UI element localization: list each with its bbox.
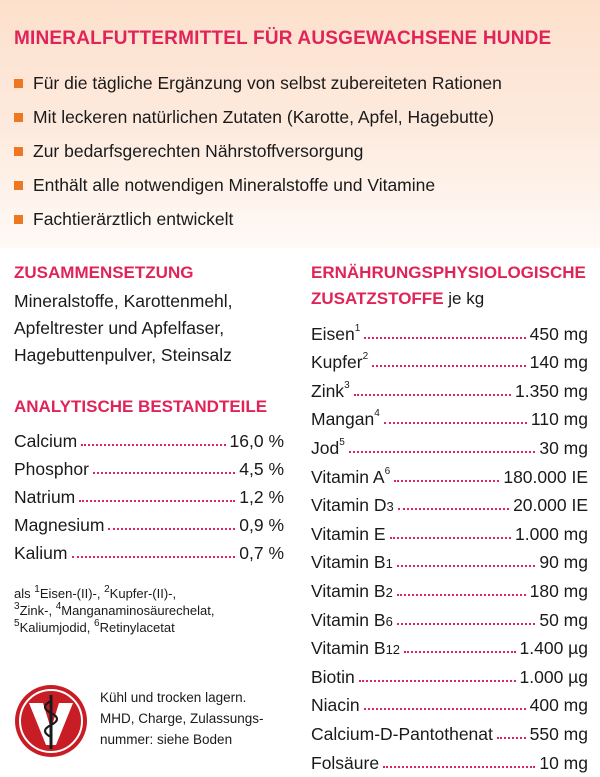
dot-leader <box>398 508 509 510</box>
row-value: 180.000 IE <box>503 466 588 487</box>
bullet-square-icon <box>14 79 23 88</box>
footnotes: als $^1$Eisen-(II)-, $^2$Kupfer-(II)-, $^3$Zink-, $^4$Manganaminosäurechelat, $^5$Kaliumjodid, $^6$Retinylacetat <box>14 584 215 635</box>
footnote-ref: 4 <box>374 408 380 420</box>
row-label: Magnesium <box>14 515 105 535</box>
row-label: Calcium-D-Pantothenat <box>311 723 493 744</box>
vitamin-index: 1 <box>385 556 393 572</box>
per-kg-label: je kg <box>448 289 485 308</box>
additives-table <box>311 316 588 774</box>
bullet-square-icon <box>14 147 23 156</box>
row-value: 450 mg <box>529 323 588 344</box>
table-row <box>311 430 588 459</box>
dot-leader <box>72 556 236 558</box>
table-row <box>311 459 588 488</box>
vitamin-index: 6 <box>385 613 393 629</box>
bullet-square-icon <box>14 181 23 190</box>
table-row <box>14 424 284 452</box>
table-row <box>311 631 588 660</box>
table-row <box>311 402 588 431</box>
bullet-square-icon <box>14 215 23 224</box>
table-row <box>311 716 588 745</box>
dot-leader <box>364 337 525 339</box>
row-label: Vitamin E <box>311 523 386 544</box>
row-value: 30 mg <box>539 437 588 458</box>
dot-leader <box>384 422 527 424</box>
row-value: 1,2 % <box>239 487 284 507</box>
table-row <box>311 602 588 631</box>
table-row <box>311 745 588 774</box>
row-label: Jod <box>311 437 340 458</box>
row-label: Mangan <box>311 409 375 430</box>
dot-leader <box>81 444 225 446</box>
dot-leader <box>364 708 526 710</box>
row-value: 16,0 % <box>229 431 284 451</box>
footnote-ref: 3 <box>344 379 350 391</box>
row-label: Vitamin B <box>311 552 386 573</box>
additives-title-line2: ZUSATZSTOFFE <box>311 289 444 308</box>
analytical-table <box>14 424 284 564</box>
additives-section <box>311 262 588 774</box>
dot-leader <box>397 565 536 567</box>
row-value: 550 mg <box>529 723 588 744</box>
table-row <box>311 545 588 574</box>
dot-leader <box>397 594 526 596</box>
table-row <box>14 480 284 508</box>
feature-item: Mit leckeren natürlichen Zutaten (Karotte, Apfel, Hagebutte) <box>14 106 502 140</box>
dot-leader <box>394 480 499 482</box>
table-row <box>311 688 588 717</box>
analytical-title: ANALYTISCHE BESTANDTEILE <box>14 397 268 416</box>
row-value: 50 mg <box>539 609 588 630</box>
table-row <box>311 573 588 602</box>
row-value: 1.350 mg <box>515 380 588 401</box>
table-row <box>14 536 284 564</box>
dot-leader <box>383 766 535 768</box>
row-label: Vitamin B <box>311 638 386 659</box>
composition-title: ZUSAMMENSETZUNG <box>14 263 194 282</box>
dot-leader <box>404 651 515 653</box>
feature-item: Zur bedarfsgerechten Nährstoffversorgung <box>14 140 502 174</box>
footnote-ref: 5 <box>339 436 345 448</box>
dot-leader <box>354 394 511 396</box>
bullet-square-icon <box>14 113 23 122</box>
composition-section <box>14 262 294 369</box>
footnote-ref: 6 <box>384 465 391 477</box>
row-value: 1.000 µg <box>519 666 588 687</box>
table-row <box>311 373 588 402</box>
additives-title: ERNÄHRUNGSPHYSIOLOGISCHE <box>311 263 586 282</box>
feature-item: Für die tägliche Ergänzung von selbst zubereiteten Rationen <box>14 72 502 106</box>
feature-list <box>14 72 502 242</box>
vitamin-index: 3 <box>386 499 394 515</box>
row-label: Niacin <box>311 695 360 716</box>
row-value: 4,5 % <box>239 459 284 479</box>
row-label: Biotin <box>311 666 355 687</box>
footnote-ref: 1 <box>354 322 361 334</box>
dot-leader <box>359 680 516 682</box>
row-value: 10 mg <box>539 752 588 773</box>
row-label: Natrium <box>14 487 76 507</box>
row-label: Vitamin D <box>311 495 387 516</box>
row-value: 20.000 IE <box>513 495 588 516</box>
row-value: 0,9 % <box>239 515 284 535</box>
row-label: Folsäure <box>311 752 380 773</box>
table-row <box>311 488 588 517</box>
row-label: Phosphor <box>14 459 89 479</box>
row-value: 400 mg <box>529 695 588 716</box>
row-label: Kupfer <box>311 352 363 373</box>
analytical-section <box>14 396 284 564</box>
row-value: 0,7 % <box>239 543 284 563</box>
dot-leader <box>93 472 235 474</box>
dot-leader <box>79 500 235 502</box>
dot-leader <box>349 451 536 453</box>
row-label: Zink <box>311 380 345 401</box>
table-row <box>311 659 588 688</box>
row-value: 90 mg <box>539 552 588 573</box>
dot-leader <box>108 528 235 530</box>
row-label: Vitamin B <box>311 580 386 601</box>
veterinary-logo-icon <box>13 683 89 759</box>
footnote-ref: 2 <box>362 351 369 363</box>
vitamin-index: 2 <box>385 584 393 600</box>
row-label: Kalium <box>14 543 68 563</box>
row-label: Calcium <box>14 431 78 451</box>
table-row <box>311 316 588 345</box>
feature-item: Enthält alle notwendigen Mineralstoffe und Vitamine <box>14 174 502 208</box>
feature-item: Fachtierärztlich entwickelt <box>14 208 502 242</box>
vitamin-index: 12 <box>385 642 401 658</box>
dot-leader <box>390 537 511 539</box>
product-headline: MINERALFUTTERMITTEL FÜR AUSGEWACHSENE HUNDE <box>14 28 552 49</box>
row-label: Vitamin A <box>311 466 385 487</box>
table-row <box>14 508 284 536</box>
dot-leader <box>372 365 526 367</box>
row-value: 1.000 mg <box>515 523 588 544</box>
table-row <box>311 516 588 545</box>
row-value: 140 mg <box>529 352 588 373</box>
row-value: 180 mg <box>529 580 588 601</box>
row-label: Vitamin B <box>311 609 386 630</box>
composition-text: Mineralstoffe, Karottenmehl, Apfeltrester und Apfelfaser, Hagebuttenpulver, Steinsalz <box>14 291 233 365</box>
table-row <box>14 452 284 480</box>
row-value: 110 mg <box>530 409 588 430</box>
table-row <box>311 345 588 374</box>
row-label: Eisen <box>311 323 355 344</box>
dot-leader <box>497 737 526 739</box>
dot-leader <box>397 623 536 625</box>
row-value: 1.400 µg <box>519 638 588 659</box>
storage-note: Kühl und trocken lagern. MHD, Charge, Zulassungs- nummer: siehe Boden <box>100 690 264 747</box>
